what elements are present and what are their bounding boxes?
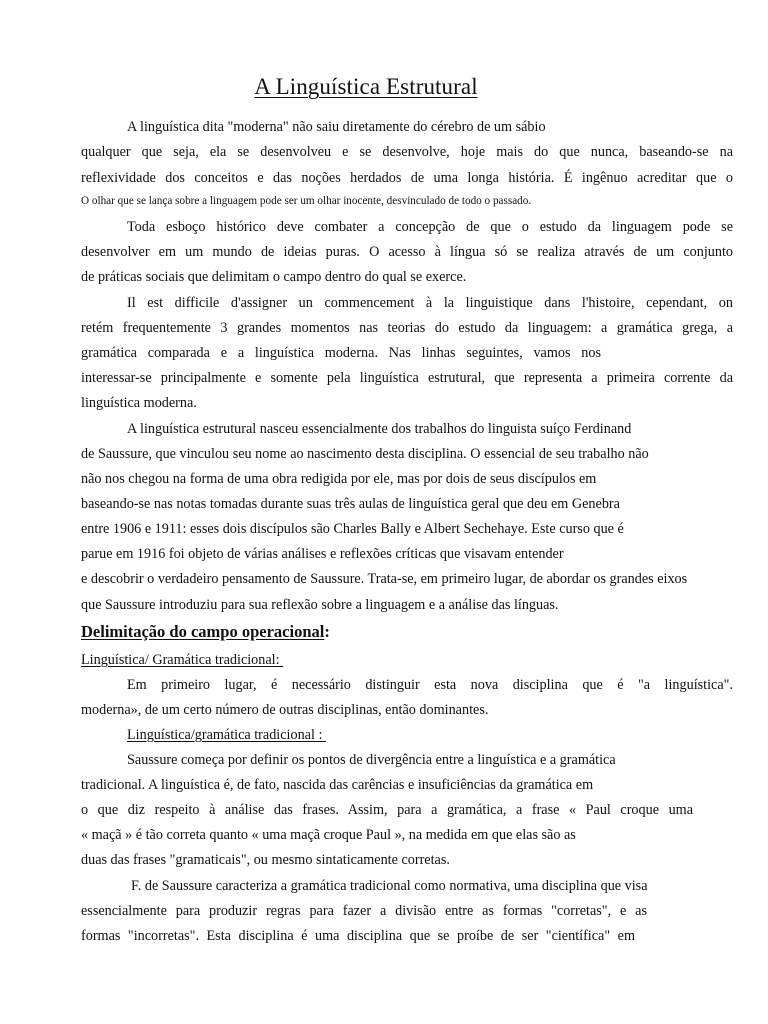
paragraph-line: O olhar que se lança sobre a linguagem pode ser um olhar inocente, desvinculado de todo o passado. [81, 195, 532, 207]
paragraph-line: tradicional. A linguística é, de fato, nascida das carências e insuficiências da gramática em [81, 777, 594, 793]
paragraph-line: não nos chegou na forma de uma obra redigida por ele, mas por dois de seus discípulos em [81, 471, 597, 487]
section-heading: Delimitação do campo operacional: [81, 622, 330, 641]
paragraph-line: moderna», de um certo número de outras disciplinas, então dominantes. [81, 702, 489, 718]
paragraph-line: essencialmente para produzir regras para fazer a divisão entre as formas "corretas", e as [81, 903, 647, 919]
paragraph-line: desenvolver em um mundo de ideias puras. O acesso à língua só se realiza através de um conjunto [81, 244, 733, 260]
paragraph-line: de Saussure, que vinculou seu nome ao nascimento desta disciplina. O essencial de seu trabalho não [81, 446, 649, 462]
paragraph-line: A linguística dita "moderna" não saiu diretamente do cérebro de um sábio [127, 119, 546, 135]
paragraph-line: retém frequentemente 3 grandes momentos nas teorias do estudo da linguagem: a gramática grega, a [81, 320, 733, 336]
paragraph-line: parue em 1916 foi objeto de várias análises e reflexões críticas que visavam entender [81, 546, 564, 562]
subheading: Linguística/ Gramática tradicional: [81, 652, 280, 668]
paragraph-line: interessar-se principalmente e somente pela linguística estrutural, que representa a primeira corrente da [81, 370, 733, 386]
paragraph-line: e descobrir o verdadeiro pensamento de Saussure. Trata-se, em primeiro lugar, de abordar os grandes eixos [81, 571, 688, 587]
paragraph-line: o que diz respeito à análise das frases. Assim, para a gramática, a frase « Paul croque uma [81, 802, 693, 818]
paragraph-line: Toda esboço histórico deve combater a concepção de que o estudo da linguagem pode se [127, 219, 733, 235]
paragraph-line: Saussure começa por definir os pontos de divergência entre a linguística e a gramática [127, 752, 616, 768]
paragraph-line: F. de Saussure caracteriza a gramática tradicional como normativa, uma disciplina que visa [131, 878, 648, 894]
paragraph-line: gramática comparada e a linguística moderna. Nas linhas seguintes, vamos nos [81, 345, 601, 361]
paragraph-line: « maçã » é tão correta quanto « uma maçã croque Paul », na medida em que elas são as [81, 827, 576, 843]
paragraph-line: formas "incorretas". Esta disciplina é uma disciplina que se proíbe de ser "científica" em [81, 928, 635, 944]
paragraph-line: A linguística estrutural nasceu essencialmente dos trabalhos do linguista suíço Ferdinand [127, 421, 632, 437]
paragraph-line: duas das frases "gramaticais", ou mesmo sintaticamente corretas. [81, 852, 450, 868]
paragraph-line: baseando-se nas notas tomadas durante suas três aulas de linguística geral que deu em Genebra [81, 496, 620, 512]
paragraph-line: entre 1906 e 1911: esses dois discípulos são Charles Bally e Albert Sechehaye. Este curso que é [81, 521, 624, 537]
paragraph-line: que Saussure introduziu para sua reflexão sobre a linguagem e a análise das línguas. [81, 597, 559, 613]
paragraph-line: Il est difficile d'assigner un commencement à la linguistique dans l'histoire, cependant, on [127, 295, 733, 311]
paragraph-line: reflexividade dos conceitos e das noções herdados de uma longa história. É ingênuo acreditar que o [81, 170, 733, 186]
paragraph-line: linguística moderna. [81, 395, 197, 411]
paragraph-line: Em primeiro lugar, é necessário distinguir esta nova disciplina que é "a linguística". [127, 677, 733, 693]
paragraph-line: de práticas sociais que delimitam o campo dentro do qual se exerce. [81, 269, 467, 285]
document-title: A Linguística Estrutural [254, 74, 478, 99]
paragraph-line: qualquer que seja, ela se desenvolveu e se desenvolve, hoje mais do que nunca, baseando-se na [81, 144, 733, 160]
subheading: Linguística/gramática tradicional : [127, 727, 323, 743]
